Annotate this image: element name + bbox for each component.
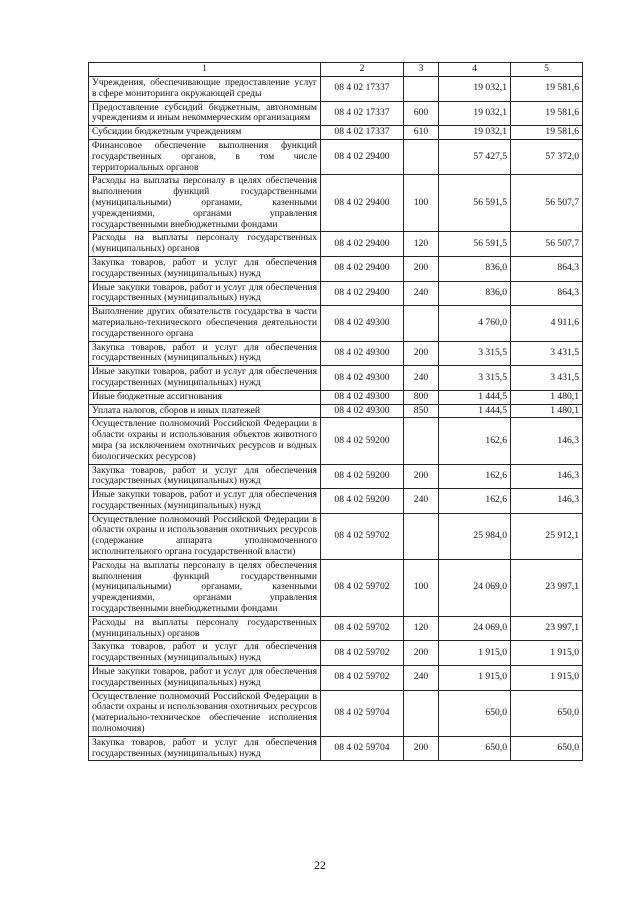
row-value-2-cell: 864,3 — [511, 256, 583, 281]
table-row — [89, 366, 583, 391]
row-code-cell: 08 4 02 59702 — [321, 666, 404, 691]
row-name-cell: Выполнение других обязательств государства в части материально-технического обеспечения деятельности государственного органа — [89, 306, 321, 341]
table-row — [89, 690, 583, 736]
row-value-1-cell: 1 444,5 — [439, 390, 511, 404]
row-name-cell: Иные закупки товаров, работ и услуг для обеспечения государственных (муниципальных) нужд — [89, 366, 321, 391]
row-type-cell: 800 — [404, 390, 439, 404]
table-row — [89, 489, 583, 514]
column-header-5: 5 — [511, 63, 583, 77]
row-type-cell: 240 — [404, 666, 439, 691]
row-code-cell: 08 4 02 49300 — [321, 306, 404, 341]
row-type-cell: 100 — [404, 175, 439, 232]
row-name-cell: Закупка товаров, работ и услуг для обеспечения государственных (муниципальных) нужд — [89, 341, 321, 366]
table-row — [89, 390, 583, 404]
row-name-cell: Иные закупки товаров, работ и услуг для обеспечения государственных (муниципальных) нужд — [89, 281, 321, 306]
page-number: 22 — [314, 858, 326, 872]
row-value-2-cell: 56 507,7 — [511, 175, 583, 232]
column-header-1: 1 — [89, 63, 321, 77]
row-value-1-cell: 650,0 — [439, 736, 511, 761]
row-code-cell: 08 4 02 59704 — [321, 736, 404, 761]
row-type-cell — [404, 690, 439, 736]
table-row — [89, 341, 583, 366]
row-code-cell: 08 4 02 59704 — [321, 690, 404, 736]
row-value-1-cell: 24 069,0 — [439, 616, 511, 641]
row-code-cell: 08 4 02 17337 — [321, 126, 404, 140]
table-row — [89, 281, 583, 306]
row-code-cell: 08 4 02 59200 — [321, 489, 404, 514]
row-value-2-cell: 1 915,0 — [511, 666, 583, 691]
row-value-1-cell: 24 069,0 — [439, 559, 511, 616]
row-name-cell: Расходы на выплаты персоналу в целях обеспечения выполнения функций государственными (муниципальными) органами, казенными учреждениями, органами управления государственными внебюджетными фондами — [89, 175, 321, 232]
table-row — [89, 736, 583, 761]
table-row — [89, 418, 583, 464]
row-code-cell: 08 4 02 17337 — [321, 77, 404, 102]
row-type-cell: 200 — [404, 641, 439, 666]
row-name-cell: Расходы на выплаты персоналу государственных (муниципальных) органов — [89, 616, 321, 641]
row-type-cell: 200 — [404, 464, 439, 489]
row-value-2-cell: 146,3 — [511, 464, 583, 489]
table-row — [89, 404, 583, 418]
row-value-1-cell: 56 591,5 — [439, 232, 511, 257]
table-row — [89, 641, 583, 666]
row-value-2-cell: 57 372,0 — [511, 139, 583, 174]
row-name-cell: Иные закупки товаров, работ и услуг для обеспечения государственных (муниципальных) нужд — [89, 489, 321, 514]
row-value-2-cell: 146,3 — [511, 418, 583, 464]
row-code-cell: 08 4 02 29400 — [321, 232, 404, 257]
row-type-cell — [404, 513, 439, 559]
row-value-2-cell: 25 912,1 — [511, 513, 583, 559]
row-name-cell: Уплата налогов, сборов и иных платежей — [89, 404, 321, 418]
row-type-cell: 200 — [404, 256, 439, 281]
row-type-cell: 120 — [404, 232, 439, 257]
row-code-cell: 08 4 02 29400 — [321, 256, 404, 281]
row-type-cell: 240 — [404, 489, 439, 514]
row-type-cell: 200 — [404, 341, 439, 366]
row-value-1-cell: 1 915,0 — [439, 666, 511, 691]
row-value-2-cell: 19 581,6 — [511, 77, 583, 102]
row-value-2-cell: 864,3 — [511, 281, 583, 306]
row-value-1-cell: 1 915,0 — [439, 641, 511, 666]
row-name-cell: Учреждения, обеспечивающие предоставление услуг в сфере мониторинга окружающей среды — [89, 77, 321, 102]
table-row — [89, 306, 583, 341]
table-row — [89, 559, 583, 616]
row-code-cell: 08 4 02 49300 — [321, 366, 404, 391]
row-value-1-cell: 650,0 — [439, 690, 511, 736]
column-header-3: 3 — [404, 63, 439, 77]
row-value-2-cell: 1 915,0 — [511, 641, 583, 666]
row-value-2-cell: 1 480,1 — [511, 390, 583, 404]
row-value-2-cell: 19 581,6 — [511, 101, 583, 126]
table-row — [89, 666, 583, 691]
row-code-cell: 08 4 02 59702 — [321, 616, 404, 641]
row-name-cell: Иные закупки товаров, работ и услуг для обеспечения государственных (муниципальных) нужд — [89, 666, 321, 691]
row-value-1-cell: 1 444,5 — [439, 404, 511, 418]
row-code-cell: 08 4 02 59702 — [321, 641, 404, 666]
row-type-cell: 850 — [404, 404, 439, 418]
row-name-cell: Осуществление полномочий Российской Федерации в области охраны и использования объектов животного мира (за исключением охотничьих ресурсов и водных биологических ресурсов) — [89, 418, 321, 464]
row-type-cell — [404, 77, 439, 102]
row-value-2-cell: 1 480,1 — [511, 404, 583, 418]
row-value-2-cell: 4 911,6 — [511, 306, 583, 341]
row-value-1-cell: 162,6 — [439, 464, 511, 489]
row-type-cell — [404, 306, 439, 341]
row-value-2-cell: 19 581,6 — [511, 126, 583, 140]
row-name-cell: Субсидии бюджетным учреждениям — [89, 126, 321, 140]
row-name-cell: Закупка товаров, работ и услуг для обеспечения государственных (муниципальных) нужд — [89, 641, 321, 666]
row-code-cell: 08 4 02 17337 — [321, 101, 404, 126]
row-value-2-cell: 56 507,7 — [511, 232, 583, 257]
row-value-1-cell: 57 427,5 — [439, 139, 511, 174]
table-row — [89, 616, 583, 641]
row-code-cell: 08 4 02 29400 — [321, 175, 404, 232]
row-value-1-cell: 162,6 — [439, 418, 511, 464]
row-value-2-cell: 23 997,1 — [511, 616, 583, 641]
row-value-1-cell: 836,0 — [439, 281, 511, 306]
row-name-cell: Расходы на выплаты персоналу в целях обеспечения выполнения функций государственными (муниципальными) органами, казенными учреждениями, органами управления государственными внебюджетными фондами — [89, 559, 321, 616]
table-row — [89, 101, 583, 126]
row-value-1-cell: 3 315,5 — [439, 341, 511, 366]
row-code-cell: 08 4 02 29400 — [321, 139, 404, 174]
row-code-cell: 08 4 02 49300 — [321, 390, 404, 404]
row-code-cell: 08 4 02 59200 — [321, 418, 404, 464]
table-row — [89, 77, 583, 102]
row-type-cell: 600 — [404, 101, 439, 126]
row-name-cell: Закупка товаров, работ и услуг для обеспечения государственных (муниципальных) нужд — [89, 256, 321, 281]
table-row — [89, 232, 583, 257]
row-code-cell: 08 4 02 59200 — [321, 464, 404, 489]
row-type-cell: 200 — [404, 736, 439, 761]
table-row — [89, 126, 583, 140]
row-value-2-cell: 3 431,5 — [511, 366, 583, 391]
row-value-2-cell: 3 431,5 — [511, 341, 583, 366]
row-code-cell: 08 4 02 59702 — [321, 513, 404, 559]
row-type-cell: 100 — [404, 559, 439, 616]
table-row — [89, 513, 583, 559]
row-value-2-cell: 650,0 — [511, 736, 583, 761]
table-header-row — [89, 63, 583, 77]
row-type-cell — [404, 418, 439, 464]
table-body — [89, 77, 583, 761]
table-row — [89, 464, 583, 489]
row-type-cell: 240 — [404, 366, 439, 391]
row-type-cell: 240 — [404, 281, 439, 306]
row-value-1-cell: 3 315,5 — [439, 366, 511, 391]
row-value-1-cell: 19 032,1 — [439, 101, 511, 126]
row-value-1-cell: 25 984,0 — [439, 513, 511, 559]
row-value-2-cell: 650,0 — [511, 690, 583, 736]
row-code-cell: 08 4 02 59702 — [321, 559, 404, 616]
row-value-1-cell: 162,6 — [439, 489, 511, 514]
row-code-cell: 08 4 02 49300 — [321, 341, 404, 366]
row-value-1-cell: 836,0 — [439, 256, 511, 281]
row-name-cell: Иные бюджетные ассигнования — [89, 390, 321, 404]
table-row — [89, 256, 583, 281]
row-name-cell: Финансовое обеспечение выполнения функций государственных органов, в том числе территориальных органов — [89, 139, 321, 174]
row-value-1-cell: 19 032,1 — [439, 77, 511, 102]
row-name-cell: Осуществление полномочий Российской Федерации в области охраны и использования охотничьих ресурсов (содержание аппарата уполномоченного исполнительного органа государственной власти) — [89, 513, 321, 559]
column-header-2: 2 — [321, 63, 404, 77]
table-row — [89, 139, 583, 174]
row-code-cell: 08 4 02 29400 — [321, 281, 404, 306]
row-name-cell: Предоставление субсидий бюджетным, автономным учреждениям и иным некоммерческим организациям — [89, 101, 321, 126]
row-name-cell: Закупка товаров, работ и услуг для обеспечения государственных (муниципальных) нужд — [89, 736, 321, 761]
row-value-2-cell: 146,3 — [511, 489, 583, 514]
row-name-cell: Расходы на выплаты персоналу государственных (муниципальных) органов — [89, 232, 321, 257]
row-type-cell — [404, 139, 439, 174]
row-type-cell: 610 — [404, 126, 439, 140]
row-value-1-cell: 19 032,1 — [439, 126, 511, 140]
row-code-cell: 08 4 02 49300 — [321, 404, 404, 418]
row-name-cell: Закупка товаров, работ и услуг для обеспечения государственных (муниципальных) нужд — [89, 464, 321, 489]
row-value-1-cell: 56 591,5 — [439, 175, 511, 232]
row-value-1-cell: 4 760,0 — [439, 306, 511, 341]
budget-table — [88, 62, 583, 761]
column-header-4: 4 — [439, 63, 511, 77]
row-value-2-cell: 23 997,1 — [511, 559, 583, 616]
row-type-cell: 120 — [404, 616, 439, 641]
table-row — [89, 175, 583, 232]
row-name-cell: Осуществление полномочий Российской Федерации в области охраны и использования охотничьих ресурсов (материально-техническое обеспечение исполнения полномочия) — [89, 690, 321, 736]
